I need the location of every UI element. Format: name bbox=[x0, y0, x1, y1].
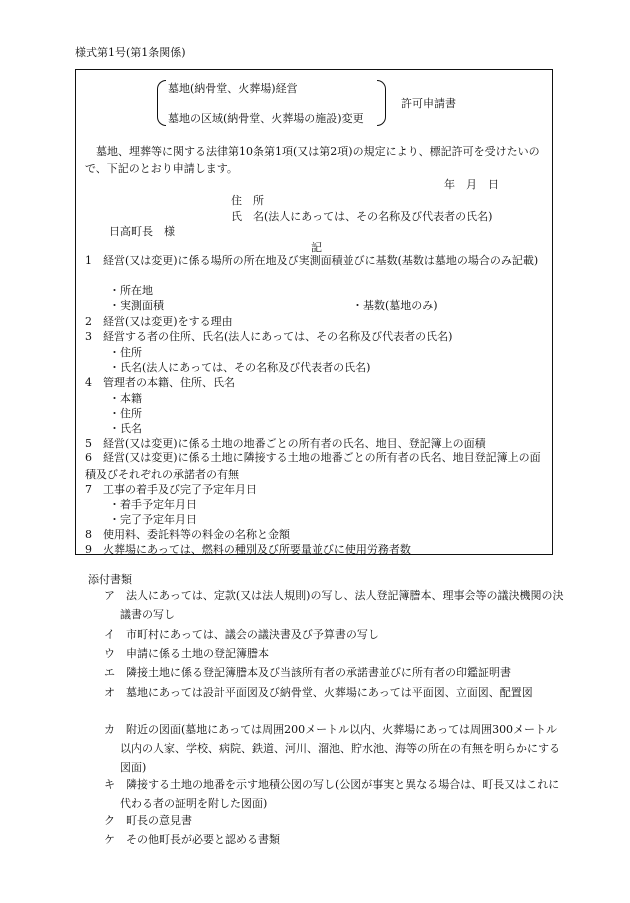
attachment-e: オ 墓地にあっては設計平面図及び納骨堂、火葬場にあっては平面図、立面図、配置図 bbox=[104, 686, 533, 699]
item-7-start: ・着手予定年月日 bbox=[109, 498, 197, 511]
title-option-management: 墓地(納骨堂、火葬場)経営 bbox=[168, 82, 298, 95]
item-5: 5 経営(又は変更)に係る土地の地番ごとの所有者の氏名、地目、登記簿上の面積 bbox=[85, 437, 486, 450]
title-option-change: 墓地の区域(納骨堂、火葬場の施設)変更 bbox=[168, 112, 364, 125]
item-1-location: ・所在地 bbox=[109, 284, 153, 297]
right-brace bbox=[377, 80, 386, 126]
item-3: 3 経営する者の住所、氏名(法人にあっては、その名称及び代表者の氏名) bbox=[85, 330, 453, 343]
attachment-i: ケ その他町長が必要と認める書類 bbox=[104, 833, 280, 846]
attachment-g: キ 隣接する土地の地番を示す地積公図の写し(公図が事実と異なる場合は、町長又はこれに代わる者の証明を附した図面) bbox=[104, 778, 560, 810]
intro-paragraph: 墓地、埋葬等に関する法律第10条第1項(又は第2項)の規定により、標記許可を受けたいので、下記のとおり申請します。 bbox=[85, 145, 540, 175]
item-4-name: ・氏名 bbox=[109, 422, 142, 435]
date-line: 年 月 日 bbox=[444, 178, 499, 191]
item-1-area: ・実測面積 bbox=[109, 299, 164, 312]
left-brace bbox=[157, 80, 166, 126]
item-4: 4 管理者の本籍、住所、氏名 bbox=[85, 376, 235, 389]
form-label: 様式第1号(第1条関係) bbox=[75, 46, 186, 59]
attachment-h: ク 町長の意見書 bbox=[104, 814, 192, 827]
attachment-a: ア 法人にあっては、定款(又は法人規則)の写し、法人登記簿謄本、理事会等の議決機関の決議書の写し bbox=[104, 589, 564, 621]
item-3-address: ・住所 bbox=[109, 346, 142, 359]
applicant-name-label: 氏 名(法人にあっては、その名称及び代表者の氏名) bbox=[231, 210, 493, 223]
addressee: 日高町長 様 bbox=[109, 225, 175, 238]
item-1: 1 経営(又は変更)に係る場所の所在地及び実測面積並びに基数(基数は墓地の場合のみ記載) bbox=[85, 254, 539, 267]
attachment-f: カ 附近の図面(墓地にあっては周囲200メートル以内、火葬場にあっては周囲300メートル以内の人家、学校、病院、鉄道、河川、溜池、貯水池、海等の所在の有無を明らかにする図面) bbox=[104, 723, 560, 774]
attachment-b: イ 市町村にあっては、議会の議決書及び予算書の写し bbox=[104, 628, 379, 641]
title-suffix: 許可申請書 bbox=[401, 97, 456, 110]
attachment-d: エ 隣接土地に係る登記簿謄本及び当該所有者の承諾書並びに所有者の印鑑証明書 bbox=[104, 666, 511, 679]
item-3-name: ・氏名(法人にあっては、その名称及び代表者の氏名) bbox=[109, 361, 371, 374]
item-8: 8 使用料、委託料等の料金の名称と金額 bbox=[85, 528, 290, 541]
item-2: 2 経営(又は変更)をする理由 bbox=[85, 315, 233, 328]
attachment-c: ウ 申請に係る土地の登記簿謄本 bbox=[104, 647, 269, 660]
item-4-address: ・住所 bbox=[109, 407, 142, 420]
attachments-heading: 添付書類 bbox=[88, 573, 132, 586]
item-9: 9 火葬場にあっては、燃料の種別及び所要量並びに使用労務者数 bbox=[85, 543, 411, 556]
item-4-domicile: ・本籍 bbox=[109, 392, 142, 405]
applicant-address-label: 住 所 bbox=[231, 194, 264, 207]
item-7-completion: ・完了予定年月日 bbox=[109, 513, 197, 526]
item-7: 7 工事の着手及び完了予定年月日 bbox=[85, 483, 257, 496]
item-1-count: ・基数(墓地のみ) bbox=[352, 299, 438, 312]
item-6: 6 経営(又は変更)に係る土地に隣接する土地の地番ごとの所有者の氏名、地目登記簿上の面積及びそれぞれの承諾者の有無 bbox=[85, 451, 541, 481]
ki-heading: 記 bbox=[311, 241, 322, 254]
